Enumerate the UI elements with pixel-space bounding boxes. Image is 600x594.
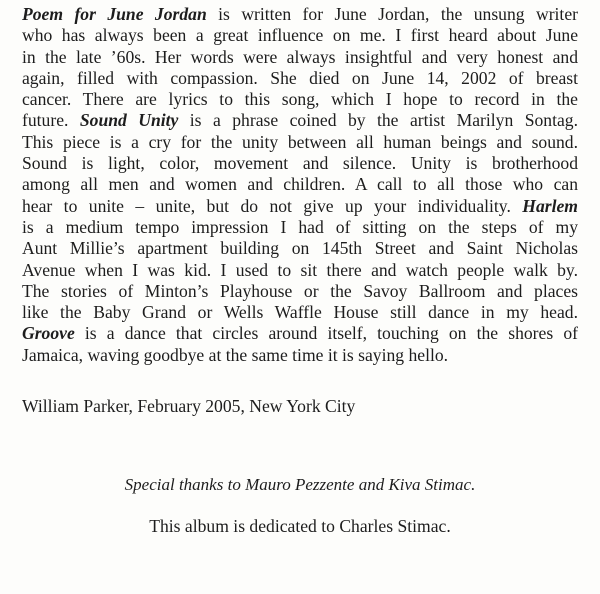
text-segment: is a medium tempo impression I had of sitting on the steps of my bbox=[22, 216, 578, 237]
liner-notes-paragraph bbox=[22, 4, 578, 366]
text-line bbox=[22, 47, 578, 68]
text-line bbox=[22, 302, 578, 323]
text-segment: again, filled with compassion. She died on June 14, 2002 of breast bbox=[22, 67, 578, 88]
text-line bbox=[22, 281, 578, 302]
dedication: This album is dedicated to Charles Stimac. bbox=[149, 516, 451, 536]
text-line bbox=[22, 68, 578, 89]
text-segment: is a phrase coined by the artist Marilyn Sontag. bbox=[178, 110, 578, 131]
text-line bbox=[22, 110, 578, 131]
text-segment: cancer. There are lyrics to this song, which I hope to record in the bbox=[22, 89, 578, 110]
song-title: Poem for June Jordan bbox=[22, 4, 207, 24]
text-line bbox=[22, 345, 578, 366]
text-segment: among all men and women and children. A call to all those who can bbox=[22, 174, 578, 195]
text-segment: Sound is light, color, movement and silence. Unity is brotherhood bbox=[22, 153, 578, 174]
text-line bbox=[22, 217, 578, 238]
text-segment: Avenue when I was kid. I used to sit there and watch people walk by. bbox=[22, 259, 578, 280]
text-segment: hear to unite – unite, but do not give up your individuality. bbox=[22, 195, 523, 216]
text-line bbox=[22, 196, 578, 217]
text-line bbox=[22, 260, 578, 281]
text-line bbox=[22, 132, 578, 153]
text-segment: like the Baby Grand or Wells Waffle House still dance in my head. bbox=[22, 302, 578, 323]
text-line bbox=[22, 4, 578, 25]
text-segment: Aunt Millie’s apartment building on 145th Street and Saint Nicholas bbox=[22, 238, 578, 259]
text-segment: The stories of Minton’s Playhouse or the Savoy Ballroom and places bbox=[22, 280, 578, 301]
text-line bbox=[22, 323, 578, 344]
song-title: Groove bbox=[22, 323, 75, 344]
text-segment: in the late ’60s. Her words were always insightful and very honest and bbox=[22, 46, 578, 67]
text-segment: who has always been a great influence on me. I first heard about June bbox=[22, 25, 578, 46]
text-line bbox=[22, 174, 578, 195]
text-line bbox=[22, 89, 578, 110]
text-segment: is a dance that circles around itself, touching on the shores of bbox=[74, 323, 578, 344]
text-line bbox=[22, 153, 578, 174]
text-segment: This piece is a cry for the unity between all human beings and sound. bbox=[22, 131, 578, 152]
text-segment: Jamaica, waving goodbye at the same time it is saying hello. bbox=[22, 344, 449, 365]
text-segment: future. bbox=[22, 110, 80, 131]
text-segment: is written for June Jordan, the unsung writer bbox=[206, 4, 578, 24]
text-line bbox=[22, 238, 578, 259]
signature-line: William Parker, February 2005, New York City bbox=[22, 396, 356, 416]
song-title: Harlem bbox=[522, 195, 578, 216]
text-line bbox=[22, 25, 578, 46]
song-title: Sound Unity bbox=[79, 110, 179, 131]
special-thanks: Special thanks to Mauro Pezzente and Kiva Stimac. bbox=[124, 475, 476, 494]
